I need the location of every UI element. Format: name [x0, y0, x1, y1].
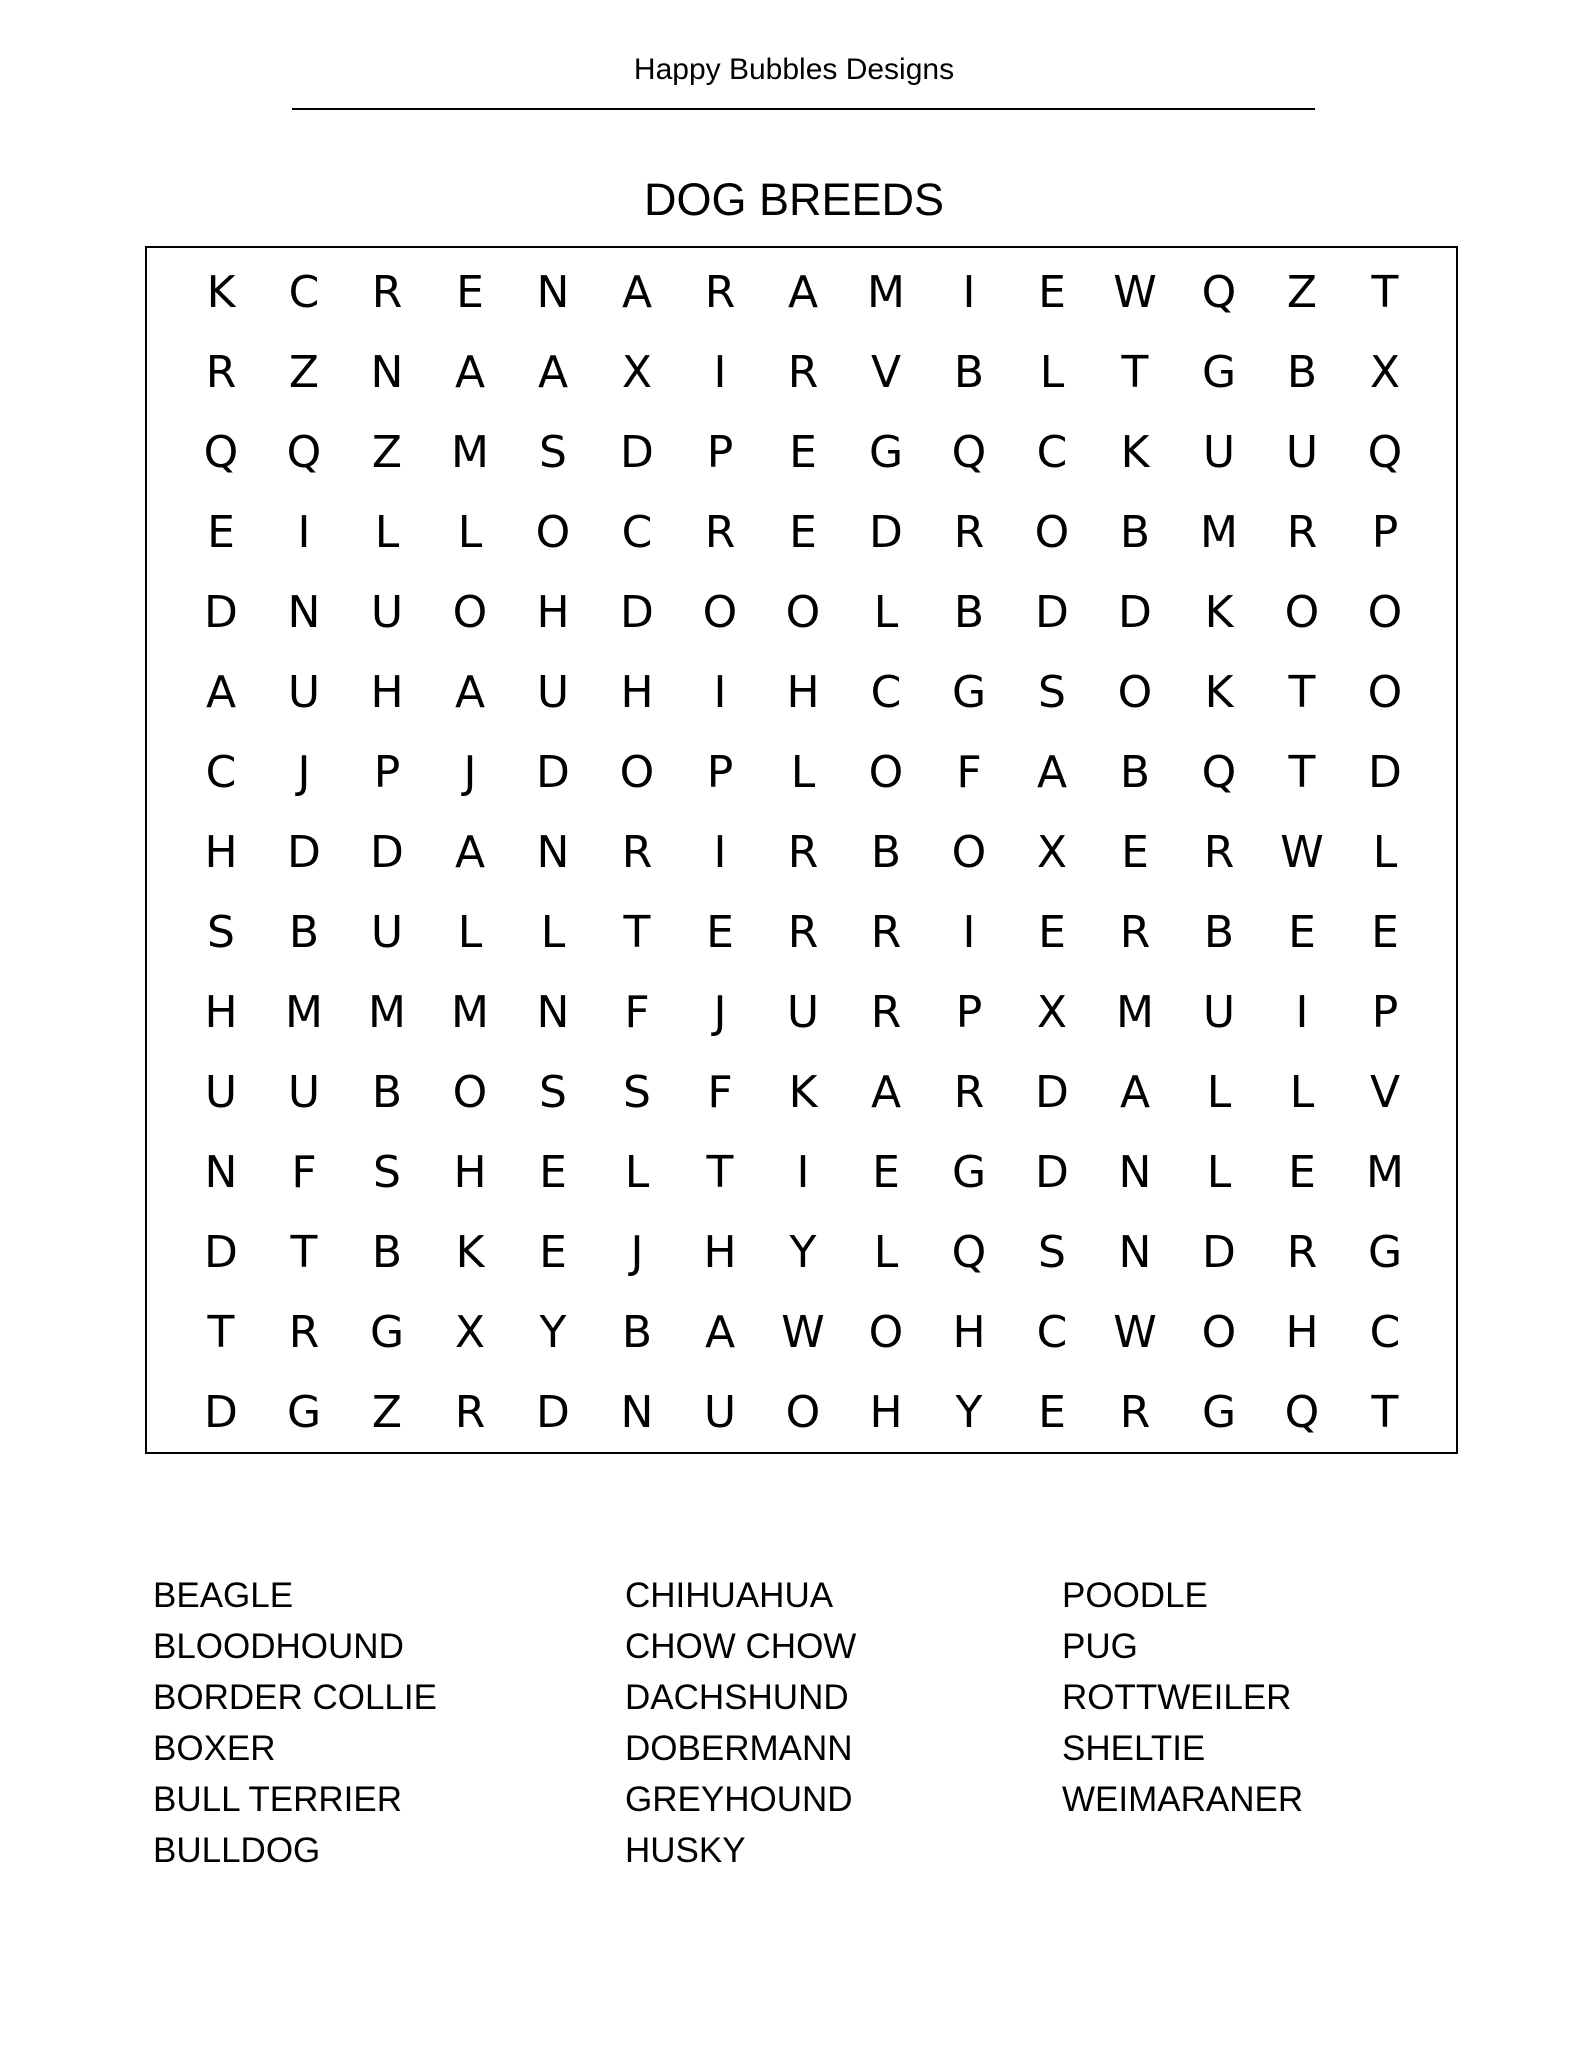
grid-letter: H: [620, 667, 654, 718]
grid-letter: K: [455, 1227, 485, 1278]
grid-letter: D: [620, 427, 654, 478]
grid-letter: E: [1371, 907, 1399, 958]
grid-letter: M: [1200, 507, 1238, 558]
grid-letter: U: [1285, 427, 1319, 478]
grid-letter: H: [869, 1387, 903, 1438]
grid-letter: G: [369, 1307, 405, 1358]
grid-letter: U: [287, 1067, 321, 1118]
grid-letter: M: [1366, 1147, 1404, 1198]
grid-letter: N: [1118, 1147, 1152, 1198]
grid-letter: W: [1113, 1307, 1157, 1358]
grid-letter: Z: [371, 1387, 403, 1438]
word-list-item: BEAGLE: [153, 1576, 294, 1615]
grid-letter: S: [623, 1067, 651, 1118]
grid-letter: Y: [789, 1227, 817, 1278]
grid-letter: B: [1119, 747, 1151, 798]
grid-letter: U: [703, 1387, 737, 1438]
grid-letter: V: [1369, 1067, 1401, 1118]
grid-letter: R: [704, 267, 736, 318]
grid-letter: B: [1286, 347, 1318, 398]
grid-letter: B: [870, 827, 902, 878]
grid-letter: E: [706, 907, 734, 958]
grid-letter: X: [621, 347, 653, 398]
word-list-item: CHIHUAHUA: [625, 1576, 834, 1615]
word-list-column: [1062, 1570, 1303, 1825]
grid-letter: D: [536, 747, 570, 798]
grid-letter: O: [452, 1067, 488, 1118]
grid-letter: J: [463, 747, 477, 798]
grid-letter: R: [787, 827, 819, 878]
grid-letter: O: [1367, 667, 1403, 718]
grid-letter: G: [951, 1147, 987, 1198]
word-list-item: BULL TERRIER: [153, 1780, 402, 1819]
grid-letter: S: [539, 1067, 567, 1118]
grid-letter: T: [623, 907, 651, 958]
grid-letter: S: [1038, 667, 1066, 718]
grid-letter: L: [790, 747, 816, 798]
grid-letter: D: [1118, 587, 1152, 638]
grid-letter: G: [1201, 1387, 1237, 1438]
word-list-item: BLOODHOUND: [153, 1627, 404, 1666]
grid-letter: E: [207, 507, 235, 558]
grid-letter: S: [373, 1147, 401, 1198]
grid-letter: L: [1206, 1147, 1232, 1198]
grid-letter: R: [953, 507, 985, 558]
grid-letter: A: [787, 267, 819, 318]
grid-letter: T: [207, 1307, 235, 1358]
grid-letter: A: [454, 667, 486, 718]
grid-letter: N: [536, 827, 570, 878]
word-list-item: BULLDOG: [153, 1831, 321, 1870]
grid-letter: P: [373, 747, 401, 798]
grid-letter: D: [204, 1387, 238, 1438]
word-list-item: HUSKY: [625, 1831, 746, 1870]
grid-letter: O: [951, 827, 987, 878]
grid-letter: W: [1280, 827, 1324, 878]
grid-letter: N: [287, 587, 321, 638]
grid-letter: U: [370, 907, 404, 958]
grid-letter: W: [1113, 267, 1157, 318]
grid-letter: O: [1034, 507, 1070, 558]
grid-letter: K: [1204, 587, 1234, 638]
grid-letter: E: [1288, 907, 1316, 958]
grid-letter: L: [1372, 827, 1398, 878]
grid-letter: T: [706, 1147, 734, 1198]
grid-letter: O: [1201, 1307, 1237, 1358]
grid-letter: D: [1035, 587, 1069, 638]
grid-letter: R: [454, 1387, 486, 1438]
grid-letter: D: [370, 827, 404, 878]
grid-letter: K: [1120, 427, 1150, 478]
grid-letter: E: [1038, 907, 1066, 958]
grid-letter: L: [1039, 347, 1065, 398]
grid-letter: B: [371, 1067, 403, 1118]
grid-letter: G: [286, 1387, 322, 1438]
grid-letter: F: [624, 987, 650, 1038]
grid-letter: I: [713, 347, 727, 398]
grid-letter: A: [454, 347, 486, 398]
grid-letter: O: [1367, 587, 1403, 638]
grid-letter: T: [1121, 347, 1149, 398]
grid-letter: I: [962, 267, 976, 318]
grid-letter: O: [452, 587, 488, 638]
grid-letter: U: [370, 587, 404, 638]
grid-letter: D: [1368, 747, 1402, 798]
grid-letter: G: [1367, 1227, 1403, 1278]
grid-letter: W: [781, 1307, 825, 1358]
grid-letter: R: [704, 507, 736, 558]
word-list-item: WEIMARANER: [1062, 1780, 1304, 1819]
grid-letter: L: [457, 907, 483, 958]
grid-letter: X: [1036, 827, 1068, 878]
grid-letter: I: [1295, 987, 1309, 1038]
grid-letter: S: [1038, 1227, 1066, 1278]
grid-letter: U: [786, 987, 820, 1038]
word-list-item: BORDER COLLIE: [153, 1678, 437, 1717]
grid-letter: H: [703, 1227, 737, 1278]
grid-letter: C: [870, 667, 902, 718]
grid-letter: O: [702, 587, 738, 638]
grid-letter: H: [952, 1307, 986, 1358]
grid-letter: A: [704, 1307, 736, 1358]
grid-letter: L: [457, 507, 483, 558]
grid-letter: X: [454, 1307, 486, 1358]
grid-letter: L: [1206, 1067, 1232, 1118]
grid-letter: R: [953, 1067, 985, 1118]
grid-letter: I: [297, 507, 311, 558]
grid-letter: O: [1284, 587, 1320, 638]
grid-letter: C: [1036, 1307, 1068, 1358]
word-list-column: [153, 1570, 437, 1876]
grid-letter: N: [536, 267, 570, 318]
grid-letter: R: [621, 827, 653, 878]
header-divider: [292, 108, 1315, 110]
grid-letter: Z: [1286, 267, 1318, 318]
grid-letter: J: [630, 1227, 644, 1278]
grid-letter: B: [1203, 907, 1235, 958]
grid-letter: O: [785, 587, 821, 638]
grid-letter: M: [451, 427, 489, 478]
grid-letter: E: [789, 507, 817, 558]
grid-letter: H: [370, 667, 404, 718]
grid-letter: J: [713, 987, 727, 1038]
grid-letter: D: [869, 507, 903, 558]
grid-letter: V: [870, 347, 902, 398]
grid-letter: T: [290, 1227, 318, 1278]
grid-letter: D: [1202, 1227, 1236, 1278]
grid-letter: M: [451, 987, 489, 1038]
grid-letter: C: [621, 507, 653, 558]
grid-letter: G: [1201, 347, 1237, 398]
grid-letter: P: [955, 987, 983, 1038]
grid-letter: L: [374, 507, 400, 558]
grid-letter: N: [1118, 1227, 1152, 1278]
grid-letter: D: [536, 1387, 570, 1438]
grid-letter: B: [953, 587, 985, 638]
grid-letter: Q: [286, 427, 322, 478]
grid-letter: R: [870, 987, 902, 1038]
grid-letter: T: [1371, 267, 1399, 318]
word-list-item: GREYHOUND: [625, 1780, 853, 1819]
grid-letter: Q: [1201, 747, 1237, 798]
grid-letter: B: [288, 907, 320, 958]
word-list-item: PUG: [1062, 1627, 1138, 1666]
grid-letter: M: [285, 987, 323, 1038]
grid-letter: O: [619, 747, 655, 798]
grid-letter: Q: [1367, 427, 1403, 478]
word-search-grid: [147, 248, 1456, 1452]
grid-letter: L: [873, 1227, 899, 1278]
grid-letter: M: [368, 987, 406, 1038]
grid-letter: C: [205, 747, 237, 798]
grid-letter: H: [453, 1147, 487, 1198]
grid-letter: L: [873, 587, 899, 638]
grid-letter: E: [872, 1147, 900, 1198]
grid-letter: N: [204, 1147, 238, 1198]
grid-letter: P: [1371, 987, 1399, 1038]
grid-letter: T: [1288, 667, 1316, 718]
grid-letter: K: [788, 1067, 818, 1118]
grid-letter: H: [204, 987, 238, 1038]
word-list-item: CHOW CHOW: [625, 1627, 857, 1666]
grid-letter: B: [1119, 507, 1151, 558]
grid-letter: C: [1036, 427, 1068, 478]
grid-letter: A: [537, 347, 569, 398]
grid-letter: Q: [1284, 1387, 1320, 1438]
grid-letter: N: [370, 347, 404, 398]
grid-letter: E: [1038, 267, 1066, 318]
grid-letter: X: [1036, 987, 1068, 1038]
grid-letter: B: [621, 1307, 653, 1358]
grid-letter: F: [291, 1147, 317, 1198]
grid-letter: G: [951, 667, 987, 718]
grid-letter: I: [962, 907, 976, 958]
grid-letter: T: [1371, 1387, 1399, 1438]
grid-letter: L: [624, 1147, 650, 1198]
grid-letter: O: [535, 507, 571, 558]
grid-letter: R: [787, 907, 819, 958]
grid-letter: U: [204, 1067, 238, 1118]
grid-letter: O: [785, 1387, 821, 1438]
grid-letter: R: [1286, 507, 1318, 558]
grid-letter: O: [868, 747, 904, 798]
grid-letter: O: [868, 1307, 904, 1358]
grid-letter: I: [713, 667, 727, 718]
grid-letter: Y: [955, 1387, 983, 1438]
word-list-item: DOBERMANN: [625, 1729, 853, 1768]
grid-letter: H: [1285, 1307, 1319, 1358]
page-header: Happy Bubbles Designs: [633, 53, 955, 86]
grid-letter: A: [454, 827, 486, 878]
grid-letter: Q: [951, 1227, 987, 1278]
grid-letter: A: [1119, 1067, 1151, 1118]
word-list-column: [625, 1570, 856, 1876]
grid-letter: K: [206, 267, 236, 318]
grid-letter: D: [204, 587, 238, 638]
word-list-item: DACHSHUND: [625, 1678, 849, 1717]
grid-letter: S: [539, 427, 567, 478]
grid-letter: M: [1116, 987, 1154, 1038]
word-list-item: BOXER: [153, 1729, 276, 1768]
grid-letter: B: [371, 1227, 403, 1278]
grid-letter: Q: [951, 427, 987, 478]
grid-letter: N: [620, 1387, 654, 1438]
word-search-grid-frame: [145, 246, 1458, 1454]
grid-letter: R: [870, 907, 902, 958]
grid-letter: R: [1203, 827, 1235, 878]
grid-letter: Q: [1201, 267, 1237, 318]
grid-letter: R: [1119, 907, 1151, 958]
grid-letter: N: [536, 987, 570, 1038]
grid-letter: E: [1038, 1387, 1066, 1438]
grid-letter: U: [1202, 427, 1236, 478]
grid-letter: U: [536, 667, 570, 718]
grid-letter: A: [870, 1067, 902, 1118]
word-list-item: POODLE: [1062, 1576, 1208, 1615]
grid-letter: H: [536, 587, 570, 638]
grid-letter: S: [207, 907, 235, 958]
grid-letter: P: [1371, 507, 1399, 558]
grid-letter: F: [956, 747, 982, 798]
grid-letter: H: [204, 827, 238, 878]
grid-letter: I: [713, 827, 727, 878]
grid-letter: Y: [539, 1307, 567, 1358]
grid-letter: X: [1369, 347, 1401, 398]
grid-letter: A: [205, 667, 237, 718]
grid-letter: D: [620, 587, 654, 638]
grid-letter: E: [539, 1227, 567, 1278]
grid-letter: E: [456, 267, 484, 318]
grid-letter: O: [1117, 667, 1153, 718]
grid-letter: U: [1202, 987, 1236, 1038]
grid-letter: T: [1288, 747, 1316, 798]
grid-letter: C: [288, 267, 320, 318]
grid-letter: P: [706, 747, 734, 798]
word-list-item: SHELTIE: [1062, 1729, 1206, 1768]
grid-letter: R: [1286, 1227, 1318, 1278]
word-list-item: ROTTWEILER: [1062, 1678, 1292, 1717]
grid-letter: P: [706, 427, 734, 478]
grid-letter: Z: [371, 427, 403, 478]
grid-letter: D: [287, 827, 321, 878]
grid-letter: A: [1036, 747, 1068, 798]
grid-letter: K: [1204, 667, 1234, 718]
grid-letter: L: [1289, 1067, 1315, 1118]
grid-letter: E: [1121, 827, 1149, 878]
grid-letter: D: [1035, 1067, 1069, 1118]
grid-letter: R: [288, 1307, 320, 1358]
grid-letter: Z: [288, 347, 320, 398]
grid-letter: U: [287, 667, 321, 718]
grid-letter: D: [204, 1227, 238, 1278]
grid-letter: I: [796, 1147, 810, 1198]
word-list: [0, 1570, 1588, 1890]
grid-letter: R: [371, 267, 403, 318]
grid-letter: R: [1119, 1387, 1151, 1438]
grid-letter: R: [205, 347, 237, 398]
grid-letter: F: [707, 1067, 733, 1118]
grid-letter: Q: [203, 427, 239, 478]
grid-letter: M: [867, 267, 905, 318]
grid-letter: J: [297, 747, 311, 798]
grid-letter: B: [953, 347, 985, 398]
grid-letter: E: [539, 1147, 567, 1198]
grid-letter: E: [789, 427, 817, 478]
grid-letter: L: [540, 907, 566, 958]
grid-letter: G: [868, 427, 904, 478]
grid-letter: D: [1035, 1147, 1069, 1198]
grid-letter: A: [621, 267, 653, 318]
grid-letter: C: [1369, 1307, 1401, 1358]
grid-letter: H: [786, 667, 820, 718]
grid-letter: E: [1288, 1147, 1316, 1198]
puzzle-title: DOG BREEDS: [643, 174, 945, 225]
grid-letter: R: [787, 347, 819, 398]
